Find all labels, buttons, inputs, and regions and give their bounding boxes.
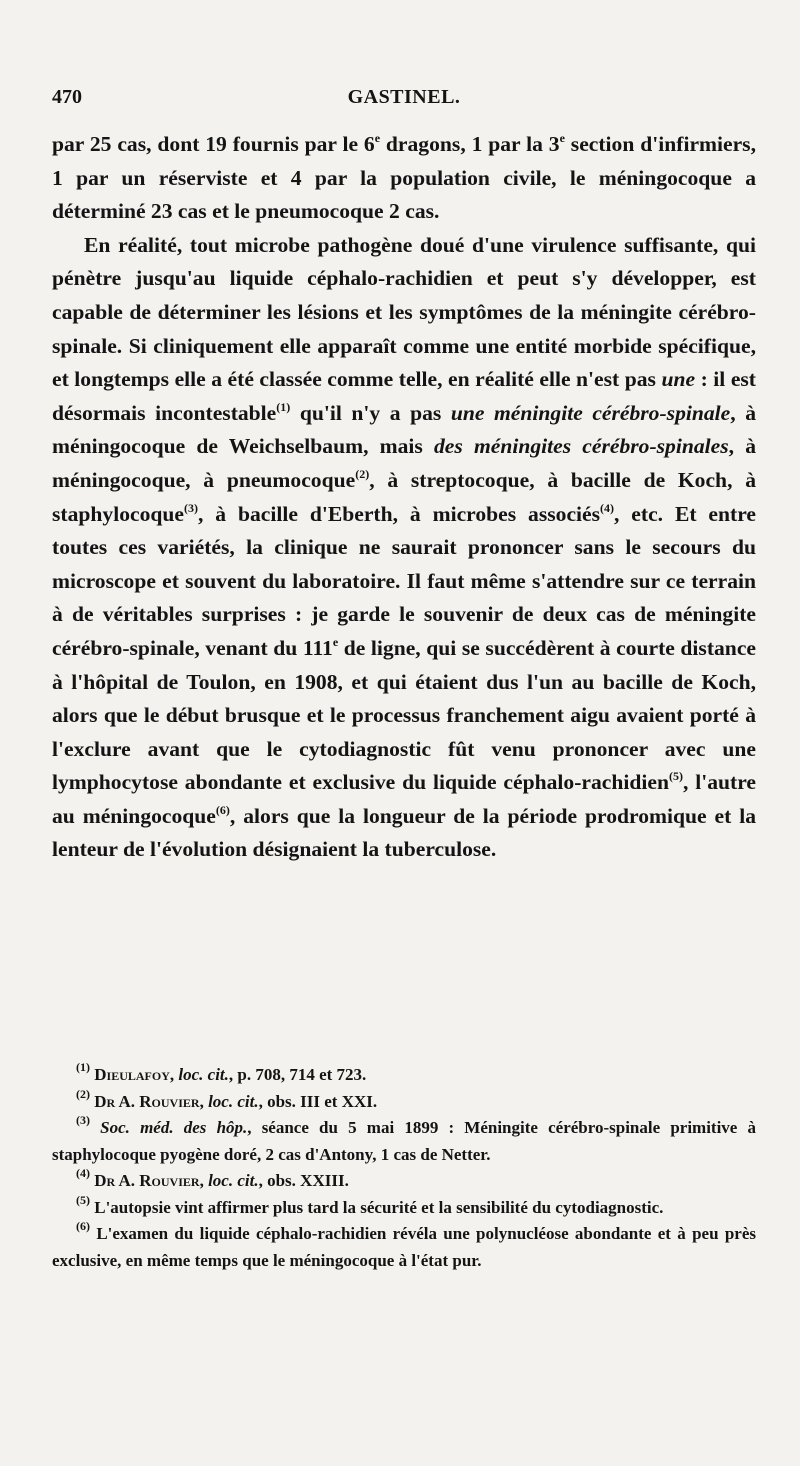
- footnote-3: [52, 1115, 756, 1168]
- text-run: , à méningocoque de Weichselbaum, mais: [52, 400, 757, 459]
- footnote-mark: (3): [76, 1113, 90, 1127]
- footnote-text: , obs. III et XXI.: [258, 1091, 378, 1111]
- footnote-ref-text: Soc. méd. des hôp.: [100, 1118, 248, 1137]
- text-run: En réalité, tout microbe pathogène doué d'une virulence suffisante, qui pénètre jusqu'au liquide céphalo-rachidien et peut s'y développer, est capable de déterminer les lésions et les symptômes de la méningite cérébro-spinale. Si cliniquement elle apparaît comme une entité morbide spécifique, et longtemps elle a été classée comme telle, en réalité elle n'est pas: [52, 232, 756, 392]
- text-run: : il est désormais incontestable: [52, 367, 756, 425]
- text-run: de ligne, qui se succédèrent à courte distance à l'hôpital de Toulon, en 1908, et qui étaient dus l'un au bacille de Koch, alors que le début brusque et le processus franchement aigu avaient porté à l'exclure avant que le cytodiagnostic fût venu prononcer avec une lymphocytose abondante et exclusive du liquide céphalo-rachidien: [52, 635, 756, 795]
- footnote-mark: (1): [76, 1060, 90, 1074]
- footnote-text: L'autopsie vint affirmer plus tard la sécurité et la sensibilité du cytodiagnostic.: [94, 1197, 664, 1217]
- footnote-author: Dr A. Rouvier,: [94, 1091, 204, 1111]
- footnote-ref[interactable]: (4): [600, 500, 615, 515]
- footnote-ref-text: loc. cit.: [178, 1065, 229, 1084]
- footnote-4: [52, 1168, 756, 1195]
- text-run: par 25 cas, dont 19 fournis par le 6: [52, 132, 375, 156]
- paragraph-1: [52, 128, 756, 229]
- running-title: GASTINEL.: [347, 86, 461, 108]
- footnote-ref-text: loc. cit.: [208, 1171, 259, 1190]
- footnote-text: , obs. XXIII.: [258, 1171, 349, 1190]
- superscript: e: [559, 131, 565, 145]
- text-run: , alors que la longueur de la période prodromique et la lenteur de l'évolution désignaient la tuberculose.: [52, 803, 757, 862]
- footnote-ref[interactable]: (5): [668, 769, 683, 784]
- footnote-6: [52, 1221, 756, 1274]
- text-run: , à streptocoque, à bacille de Koch, à staphylocoque: [52, 467, 756, 526]
- footnote-author: Dr A. Rouvier,: [94, 1171, 204, 1190]
- footnote-text: , séance du 5 mai 1899 : Méningite cérébro-spinale primitive à staphylocoque pyogène doré, 2 cas d'Antony, 1 cas de Netter.: [52, 1118, 757, 1164]
- footnote-text: , p. 708, 714 et 723.: [228, 1065, 367, 1084]
- paragraph-2: [52, 229, 756, 867]
- footnote-mark: (5): [76, 1192, 90, 1207]
- superscript: e: [332, 634, 339, 649]
- footnote-author: Dieulafoy,: [94, 1065, 175, 1084]
- footnote-5: [52, 1192, 756, 1222]
- footnote-ref[interactable]: (1): [276, 399, 291, 414]
- text-run: , etc. Et entre toutes ces variétés, la clinique ne saurait prononcer sans le secours du microscope et souvent du laboratoire. Il faut même s'attendre sur ce terrain à de véritables surprises : je garde le souvenir de deux cas de méningite cérébro-spinale, venant du 111: [52, 501, 756, 660]
- text-run: , à méningocoque, à pneumocoque: [52, 434, 757, 492]
- italic-text: des méningites cérébro-spinales: [434, 434, 729, 459]
- main-text: [52, 128, 756, 867]
- footnote-ref[interactable]: (3): [184, 500, 198, 515]
- footnote-ref-text: loc. cit.: [208, 1091, 259, 1111]
- text-run: , l'autre au méningocoque: [52, 770, 756, 828]
- footnote-ref[interactable]: (6): [215, 802, 230, 817]
- text-run: , à bacille d'Eberth, à microbes associés: [198, 501, 601, 526]
- footnote-text: L'examen du liquide céphalo-rachidien révéla une polynucléose abondante et à peu près exclusive, en même temps que le méningocoque à l'état pur.: [52, 1224, 757, 1270]
- footnote-mark: (4): [76, 1166, 90, 1180]
- footnote-ref[interactable]: (2): [355, 466, 370, 481]
- text-run: qu'il n'y a pas: [290, 400, 451, 425]
- footnotes: [52, 1062, 756, 1274]
- italic-text: une méningite cérébro-spinale: [450, 400, 731, 425]
- superscript: e: [374, 131, 381, 145]
- footnote-2: [52, 1086, 756, 1116]
- text-run: dragons, 1 par la 3: [380, 132, 560, 156]
- page-header: [52, 86, 756, 116]
- text-run: section d'infirmiers, 1 par un réserviste et 4 par la population civile, le méningocoque a déterminé 23 cas et le pneumocoque 2 cas.: [52, 132, 756, 224]
- footnote-mark: (6): [76, 1219, 90, 1233]
- italic-text: une: [661, 367, 696, 392]
- footnote-mark: (2): [76, 1086, 90, 1101]
- page-number: 470: [52, 86, 82, 108]
- footnote-1: [52, 1062, 756, 1089]
